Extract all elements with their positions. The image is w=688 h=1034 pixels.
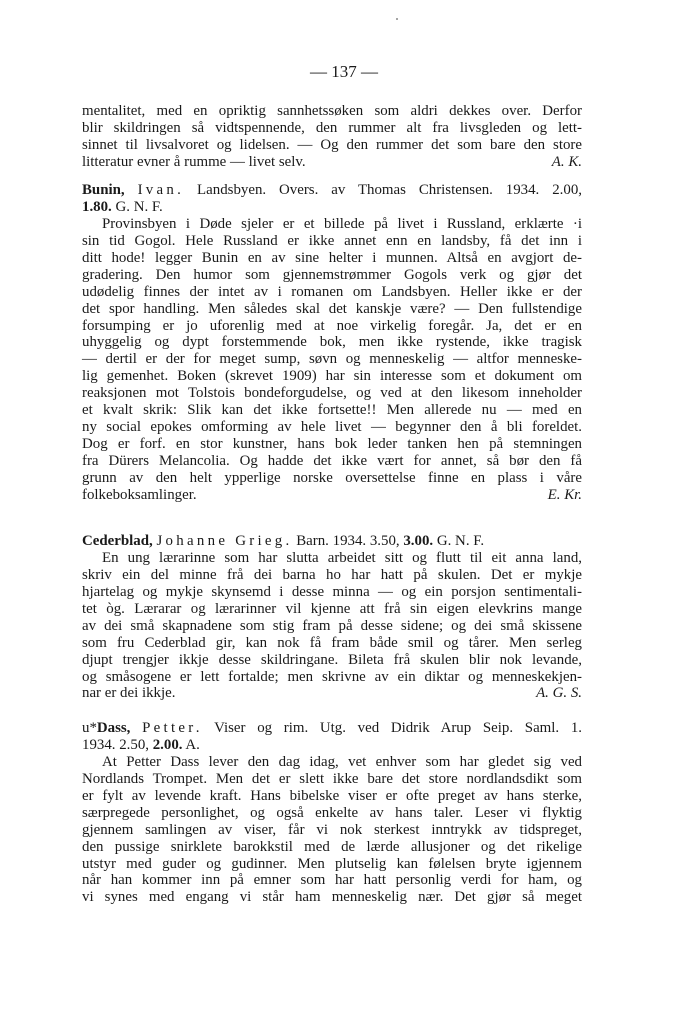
entry-details: Barn. 1934. 3.50, [292,533,404,549]
text-line: reaksjonen mot Tolstois bondeforgudelse, og ved at den likesom inneholder [82,385,582,402]
author-firstname: Petter. [142,720,203,736]
author-firstname: Ivan. [137,182,185,198]
review-cederblad [82,533,582,702]
signature-line [82,154,582,171]
author-firstname: Johanne Grieg. [156,533,293,549]
text-line: At Petter Dass lever den dag idag, vet enhver som har gledet sig ved [102,753,582,770]
entry-heading-cont [82,737,582,754]
author-surname: Dass, [96,720,131,736]
text-line: litteratur evner å rumme — livet selv. [82,153,306,170]
review-continuation [82,103,582,171]
text-line: ny social epokes omforming av hele livet — begynner den å bli foreldet. [82,419,582,436]
text-line: grunn av den helt ypperlige norske oversettelse finne en plass i våre [82,469,582,486]
publisher: A. [182,736,200,753]
entry-heading [82,182,582,199]
price-bound: 3.00. [403,533,434,549]
page-speck [396,18,398,20]
text-line: gjennem samlingen av viser, får vi nok sterkest inntrykk av tidspreget, [82,821,582,838]
text-line: når han kommer inn på emner som har hatt personlig verdi for ham, og [82,872,582,889]
publisher: G. N. F. [433,533,485,549]
entry-details: Landsbyen. Overs. av Thomas Christensen. 1934. 2.00, [184,182,582,198]
text-line: er fylt av levende kraft. Hans bibelske viser er ofte preget av hans sterke, [82,787,582,804]
reviewer-signature: A. G. S. [536,685,582,702]
text-line: sin tid Gogol. Hele Russland er ikke annet enn en landsby, få det inn i [82,232,582,249]
text-line: En ung lærarinne som har slutta arbeidet sitt og flutt til eit anna land, [102,549,582,566]
text-line: lig gemenhet. Boken (skrevet 1909) har sin interesse som et dokument om [82,368,582,385]
text-line: Dog er forf. en stor kunstner, hans bok leder tanken hen på stemningen [82,436,582,453]
reviewer-signature: A. K. [551,153,582,170]
text-line: av dei små skapnadene som stig fram på desse sidene; og dei små skissene [82,617,582,634]
text-line: vi synes med engang vi står ham menneskelig nær. Det gjør så meget [82,889,582,906]
review-dass [82,720,582,906]
entry-heading [82,533,582,550]
text-line: et kvalt skrik: Slik kan det ikke fortsette!! Men allerede nu — med en [82,402,582,419]
author-surname: Cederblad, [82,533,153,549]
text-line: gradering. Den humor som gjennemstrømmer Gogols verk og gjør det [82,266,582,283]
text-line: blir skildringen så vidtspennende, den rummer alt fra livsgleden og lett- [82,119,582,136]
page-number: — 137 — [310,62,378,81]
signature-line [82,487,582,504]
text-line: — dertil er der for meget sump, søvn og menneskelig — altfor menneske- [82,351,582,368]
entry-heading [82,720,582,737]
text-line: som fru Cederblad gir, kan nok få fram både smil og tårer. Men serleg [82,634,582,651]
entry-marker: u* [82,720,97,736]
price-bound: 1.80. [82,198,112,215]
text-line: forsumping er jo uforenlig med at noe virkelig foregår. Ja, det er en [82,317,582,334]
text-line: Provinsbyen i Døde sjeler er et billede på livet i Russland, erklærte ·i [102,215,582,232]
entry-heading-cont [82,199,582,216]
review-bunin [82,182,582,504]
text-line: den pussige snirklete barokkstil med de lærde allusjoner og det rikelige [82,838,582,855]
text-line: Nordlands Trompet. Men det er slett ikke bare det store nordlandsdikt som [82,770,582,787]
text-line: utstyr med guder og gudinner. Men plutselig kan følelsen bryte igjennem [82,855,582,872]
text-line: særpregede personlighet, og også enkelte av hans taler. Leser vi flyktig [82,804,582,821]
text-line: ditt hode! legger Bunin en av sine helter i munnen. Altså en avgjort de- [82,249,582,266]
text-line: udødelig finnes der intet av i romanen om Landsbyen. Heller ikke er der [82,283,582,300]
text-line: og småsogene er lett fortalde; men skrivne av ein diktar og menneskekjen- [82,668,582,685]
text-line: djupt trengjer ikkje desse skildringane. Bileta frå skulen blir nok levande, [82,651,582,668]
text-line: fra Dürers Melancolia. Og hadde det ikke vært for annet, så bør den få [82,453,582,469]
text-line: mentalitet, med en opriktig sannhetssøken som aldri dekkes over. Derfor [82,103,582,119]
text-line: folkeboksamlinger. [82,486,197,503]
year-price: 1934. 2.50, [82,736,153,753]
text-line: nar er dei ikkje. [82,685,176,702]
text-line: skriv ein del minne frå dei barna ho har hatt på skulen. Det er mykje [82,566,582,583]
text-line: tet òg. Lærarar og lærarinner vil kjenne att frå sin eigen elevkrins mange [82,600,582,617]
text-line: uhyggelig og dypt forstemmende bok, men ikke rystende, ikke tragisk [82,334,582,351]
entry-details: Viser og rim. Utg. ved Didrik Arup Seip. Saml. 1. [202,720,582,736]
reviewer-signature: E. Kr. [547,486,582,503]
price-bound: 2.00. [152,736,183,753]
publisher: G. N. F. [111,198,163,215]
text-line: sinnet til livsalvoret og lidelsen. — Og den rummer det som bare den store [82,136,582,153]
author-surname: Bunin, [82,182,125,198]
text-line: hjartelag og mykje skynsemd i desse minna — og ein porsjon sentimentali- [82,583,582,600]
signature-line [82,685,582,702]
text-line: det spor handling. Men således skal det kanskje være? — Den fullstendige [82,300,582,317]
